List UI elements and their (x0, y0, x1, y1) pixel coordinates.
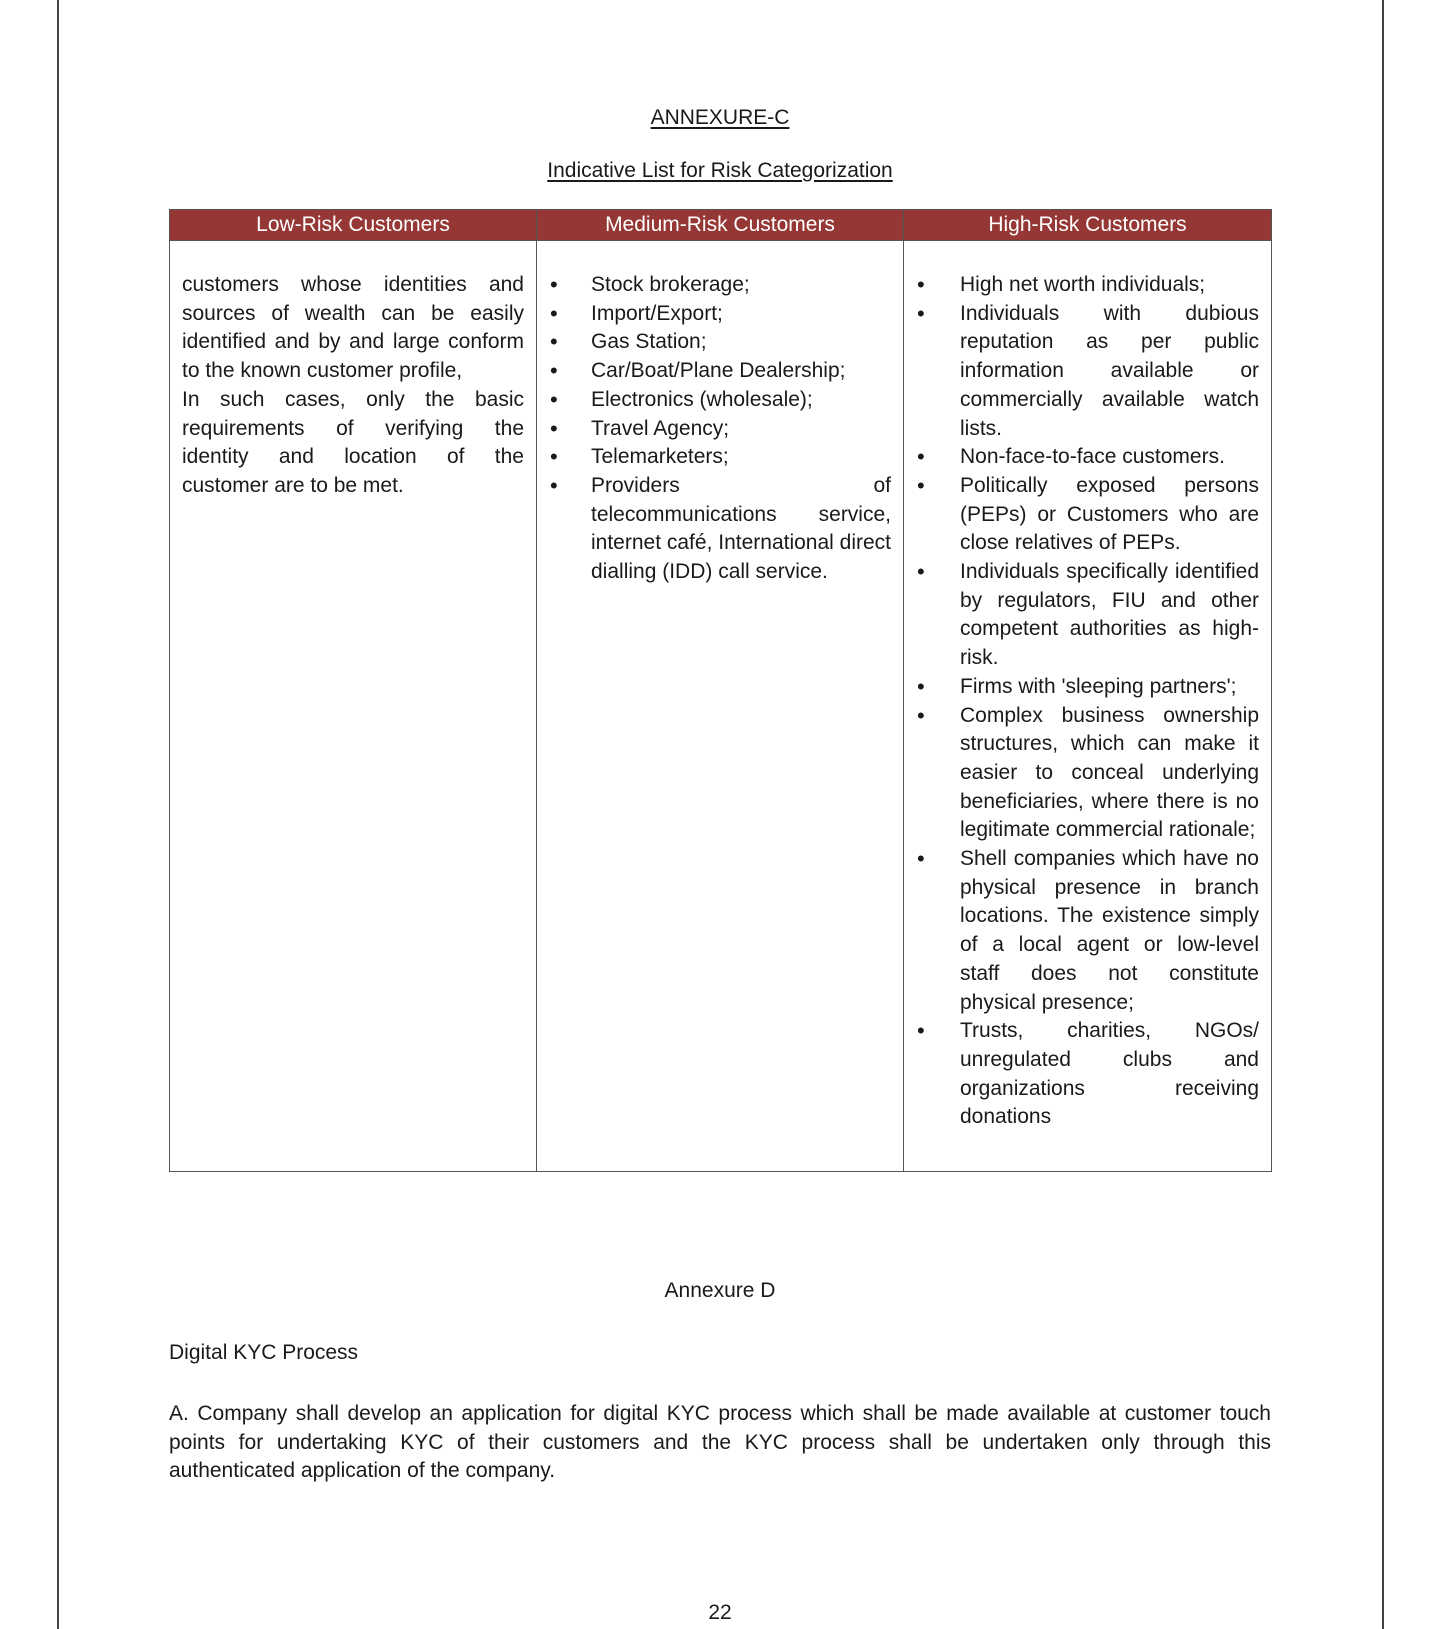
page-border-left (57, 0, 59, 1629)
medium-risk-header: Medium-Risk Customers (537, 210, 904, 241)
table-row (170, 241, 1272, 1172)
list-item: • Electronics (wholesale); (549, 386, 891, 415)
page-number: 22 (708, 1601, 732, 1624)
table-header-row (170, 210, 1272, 241)
low-risk-line: identity and location of the (182, 445, 524, 469)
list-item: • Complex business ownership structures, which can make it easier to conceal underlying beneficiaries, where there is no legitimate commercial rationale; (916, 702, 1259, 846)
list-item: • Non-face-to-face customers. (916, 443, 1259, 472)
low-risk-header: Low-Risk Customers (170, 210, 537, 241)
annexure-c-title: ANNEXURE-C (650, 106, 790, 129)
low-risk-line: identified and by and large conform (182, 330, 524, 354)
annexure-c-subtitle: Indicative List for Risk Categorization (547, 159, 893, 182)
annexure-d-title: Annexure D (664, 1279, 776, 1302)
low-risk-line: sources of wealth can be easily (182, 301, 524, 325)
list-item: • Politically exposed persons (PEPs) or Customers who are close relatives of PEPs. (916, 472, 1259, 558)
high-risk-list (916, 271, 1259, 1132)
medium-risk-cell (537, 241, 904, 1172)
paragraph-a: A. Company shall develop an application for digital KYC process which shall be made available at customer touch points for undertaking KYC of their customers and the KYC process shall be undertaken only through this authenticated application of the company. (169, 1402, 1271, 1483)
list-item: • Firms with 'sleeping partners'; (916, 673, 1259, 702)
high-risk-header: High-Risk Customers (904, 210, 1272, 241)
list-item: • Shell companies which have no physical presence in branch locations. The existence simply of a local agent or low-level staff does not constitute physical presence; (916, 845, 1259, 1017)
list-item: • High net worth individuals; (916, 271, 1259, 300)
low-risk-line: customers whose identities and (182, 273, 524, 296)
section-title: Digital KYC Process (169, 1341, 359, 1364)
low-risk-line: requirements of verifying the (182, 416, 524, 440)
low-risk-cell (170, 241, 537, 1172)
list-item: • Car/Boat/Plane Dealership; (549, 357, 891, 386)
list-item: • Trusts, charities, NGOs/ unregulated clubs and organizations receiving donations (916, 1017, 1259, 1132)
medium-risk-list (549, 271, 891, 587)
list-item: • Stock brokerage; (549, 271, 891, 300)
list-item: • Providers of telecommunications service, internet café, International direct dialling (IDD) call service. (549, 472, 891, 587)
low-risk-line: In such cases, only the basic (182, 387, 524, 411)
list-item: • Individuals specifically identified by regulators, FIU and other competent authorities as high-risk. (916, 558, 1259, 673)
list-item: • Gas Station; (549, 328, 891, 357)
list-item: • Individuals with dubious reputation as per public information available or commercially available watch lists. (916, 300, 1259, 444)
page-border-right (1382, 0, 1384, 1629)
list-item: • Travel Agency; (549, 415, 891, 444)
low-risk-line: to the known customer profile, (182, 359, 463, 383)
low-risk-line: customer are to be met. (182, 473, 404, 497)
list-item: • Telemarketers; (549, 443, 891, 472)
risk-categorization-table (169, 209, 1272, 1172)
list-item: • Import/Export; (549, 300, 891, 329)
high-risk-cell (904, 241, 1272, 1172)
